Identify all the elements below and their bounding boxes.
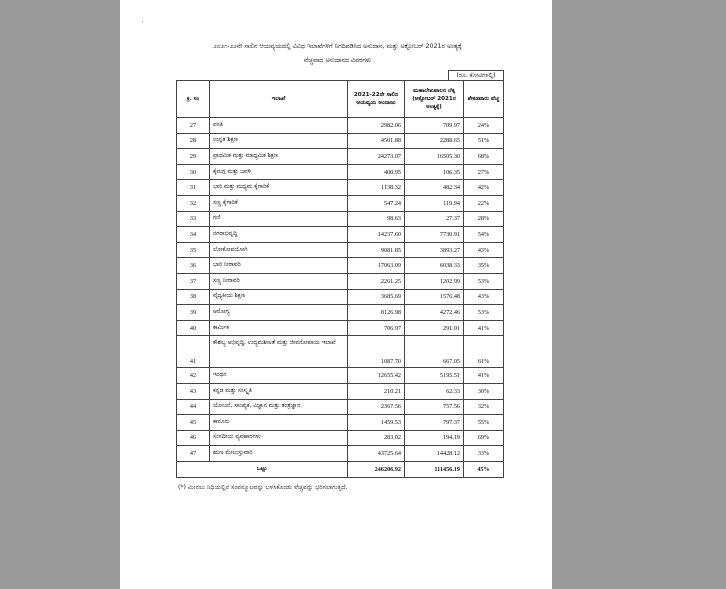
row-spent: 7730.91 bbox=[405, 227, 464, 243]
table-row bbox=[177, 383, 504, 399]
row-department: ಆರೋಗ್ಯ bbox=[210, 305, 348, 321]
row-serial-no: 44 bbox=[177, 399, 210, 415]
header-serial-no: ಕ್ರ. ಸಂ bbox=[177, 81, 210, 118]
row-department: ಭಾರಿ ಮತ್ತು ಮಧ್ಯಮ ಕೈಗಾರಿಕೆ bbox=[210, 180, 348, 196]
row-percent: 42% bbox=[464, 180, 504, 196]
row-percent: 30% bbox=[464, 383, 504, 399]
total-spent: 111456.19 bbox=[405, 461, 464, 477]
table-header-row bbox=[177, 81, 504, 118]
row-spent: 194.19 bbox=[405, 430, 464, 446]
row-department: ಸಂಸದೀಯ ವ್ಯವಹಾರಗಳು bbox=[210, 430, 348, 446]
row-serial-no: 45 bbox=[177, 415, 210, 431]
table-row bbox=[177, 258, 504, 274]
row-budget: 12655.42 bbox=[348, 368, 405, 384]
row-percent: 33% bbox=[464, 446, 504, 462]
row-spent: 797.37 bbox=[405, 415, 464, 431]
header-department: ಇಲಾಖೆ bbox=[210, 81, 348, 118]
row-percent: 43% bbox=[464, 242, 504, 258]
title-line-2: ವೆಚ್ಚವಾದ ಅನುದಾನದ ವಿವರಗಳು bbox=[303, 57, 372, 64]
table-row bbox=[177, 430, 504, 446]
row-department: ಯೋಜನೆ, ಸಾಂಖ್ಯಿಕ, ವಿಜ್ಞಾನ ಮತ್ತು ತಂತ್ರಜ್ಞಾನ bbox=[210, 399, 348, 415]
row-department: ಗಣಿ bbox=[210, 211, 348, 227]
row-spent: 709.97 bbox=[405, 118, 464, 134]
title-line-1: ೨೦೨೧-೨೨ನೇ ಸಾಲಿನ ಆಯವ್ಯಯದಲ್ಲಿ ವಿವಿಧ ಇಲಾಖೆಗಳಿಗೆ ನಿಗದಿಪಡಿಸಿದ ಅನುದಾನ, ಮತ್ತು ಅಕ್ಟೋಬರ್ 2021ರ ಅಂತ್ಯಕ್ಕೆ bbox=[213, 43, 462, 50]
table-row bbox=[177, 195, 504, 211]
row-budget: 9081.85 bbox=[348, 242, 405, 258]
row-percent: 28% bbox=[464, 211, 504, 227]
total-row bbox=[177, 461, 504, 477]
total-percent: 45% bbox=[464, 461, 504, 477]
row-budget: 17063.09 bbox=[348, 258, 405, 274]
row-percent: 51% bbox=[464, 133, 504, 149]
table-row bbox=[177, 133, 504, 149]
table-row bbox=[177, 180, 504, 196]
document-title bbox=[140, 40, 535, 68]
row-serial-no: 34 bbox=[177, 227, 210, 243]
row-percent: 55% bbox=[464, 415, 504, 431]
row-budget: 210.21 bbox=[348, 383, 405, 399]
row-department: ನಗರಾಭಿವೃದ್ಧಿ bbox=[210, 227, 348, 243]
row-spent: 106.35 bbox=[405, 164, 464, 180]
row-budget: 283.02 bbox=[348, 430, 405, 446]
row-percent: 54% bbox=[464, 227, 504, 243]
header-expenditure: ಮಹಾಲೇಖಪಾಲರ ಲೆಕ್ಕ (ಅಕ್ಟೋಬರ್ 2021ರ ಅಂತ್ಯಕ್ಕೆ) bbox=[405, 81, 464, 118]
row-serial-no: 42 bbox=[177, 368, 210, 384]
row-budget: 4501.88 bbox=[348, 133, 405, 149]
table-row bbox=[177, 305, 504, 321]
row-department: ಕೈಮಗ್ಗ ಮತ್ತು ಜವಳಿ bbox=[210, 164, 348, 180]
row-budget: 1087.70 bbox=[348, 336, 405, 368]
row-department: ಋಣ ಮೇಲುಸ್ತುವಾರಿ bbox=[210, 446, 348, 462]
row-department: ಭಾರಿ ನೀರಾವರಿ bbox=[210, 258, 348, 274]
row-serial-no: 43 bbox=[177, 383, 210, 399]
total-label: ಒಟ್ಟು bbox=[177, 461, 348, 477]
row-spent: 27.37 bbox=[405, 211, 464, 227]
row-percent: 32% bbox=[464, 399, 504, 415]
header-percent-spent: ಶೇಕಡವಾರು ವೆಚ್ಚ bbox=[464, 81, 504, 118]
row-spent: 5195.51 bbox=[405, 368, 464, 384]
row-percent: 61% bbox=[464, 336, 504, 368]
row-serial-no: 31 bbox=[177, 180, 210, 196]
row-serial-no: 35 bbox=[177, 242, 210, 258]
row-spent: 757.56 bbox=[405, 399, 464, 415]
row-spent: 482.34 bbox=[405, 180, 464, 196]
table-row bbox=[177, 118, 504, 134]
table-row bbox=[177, 399, 504, 415]
table-row bbox=[177, 336, 504, 368]
page-mark: ' bbox=[142, 20, 144, 27]
row-budget: 8126.98 bbox=[348, 305, 405, 321]
row-budget: 43725.64 bbox=[348, 446, 405, 462]
row-spent: 6038.33 bbox=[405, 258, 464, 274]
row-spent: 3893.27 bbox=[405, 242, 464, 258]
row-budget: 547.24 bbox=[348, 195, 405, 211]
row-department: ಉನ್ನತ ಶಿಕ್ಷಣ bbox=[210, 133, 348, 149]
row-budget: 3685.69 bbox=[348, 289, 405, 305]
row-budget: 24273.07 bbox=[348, 149, 405, 165]
table-row bbox=[177, 211, 504, 227]
units-label: (ರೂ. ಕೋಟಿಗಳಲ್ಲಿ) bbox=[448, 70, 504, 81]
row-percent: 68% bbox=[464, 149, 504, 165]
row-serial-no: 38 bbox=[177, 289, 210, 305]
row-serial-no: 36 bbox=[177, 258, 210, 274]
row-spent: 14428.12 bbox=[405, 446, 464, 462]
row-department: ಕನ್ನಡ ಮತ್ತು ಸಂಸ್ಕೃತಿ bbox=[210, 383, 348, 399]
row-department: ಸಣ್ಣ ಕೈಗಾರಿಕೆ bbox=[210, 195, 348, 211]
row-serial-no: 46 bbox=[177, 430, 210, 446]
table-row bbox=[177, 446, 504, 462]
row-serial-no: 41 bbox=[177, 336, 210, 368]
row-department: ಕೌಶಲ್ಯ ಅಭಿವೃದ್ಧಿ, ಉದ್ಯಮಶೀಲತೆ ಮತ್ತು ಜೀವನೋಪಾಯ ಇಲಾಖೆ bbox=[210, 336, 348, 368]
row-department: ಸಣ್ಣ ನೀರಾವರಿ bbox=[210, 273, 348, 289]
row-budget: 98.63 bbox=[348, 211, 405, 227]
row-department: ಇಂಧನ bbox=[210, 368, 348, 384]
row-budget: 1459.53 bbox=[348, 415, 405, 431]
row-serial-no: 29 bbox=[177, 149, 210, 165]
row-department: ಲೋಕೋಪಯೋಗಿ bbox=[210, 242, 348, 258]
row-serial-no: 40 bbox=[177, 320, 210, 336]
row-serial-no: 37 bbox=[177, 273, 210, 289]
row-spent: 4272.46 bbox=[405, 305, 464, 321]
table-row bbox=[177, 320, 504, 336]
row-department: ಕಾನೂನು bbox=[210, 415, 348, 431]
row-budget: 400.95 bbox=[348, 164, 405, 180]
row-percent: 22% bbox=[464, 195, 504, 211]
row-percent: 69% bbox=[464, 430, 504, 446]
row-percent: 53% bbox=[464, 305, 504, 321]
table-row bbox=[177, 242, 504, 258]
row-budget: 14237.60 bbox=[348, 227, 405, 243]
row-serial-no: 28 bbox=[177, 133, 210, 149]
table-row bbox=[177, 164, 504, 180]
row-department: ವೈದ್ಯಕೀಯ ಶಿಕ್ಷಣ bbox=[210, 289, 348, 305]
row-serial-no: 30 bbox=[177, 164, 210, 180]
row-serial-no: 27 bbox=[177, 118, 210, 134]
row-spent: 667.05 bbox=[405, 336, 464, 368]
header-budget-estimate: 2021-22ನೇ ಸಾಲಿನ ಆಯವ್ಯಯ ಅಂದಾಜು bbox=[348, 81, 405, 118]
row-department: ವಸತಿ bbox=[210, 118, 348, 134]
row-spent: 2288.65 bbox=[405, 133, 464, 149]
row-spent: 62.33 bbox=[405, 383, 464, 399]
row-serial-no: 33 bbox=[177, 211, 210, 227]
row-department: ಕಾರ್ಮಿಕ bbox=[210, 320, 348, 336]
table-row bbox=[177, 149, 504, 165]
row-percent: 41% bbox=[464, 320, 504, 336]
row-percent: 43% bbox=[464, 289, 504, 305]
row-spent: 291.01 bbox=[405, 320, 464, 336]
table-row bbox=[177, 289, 504, 305]
row-spent: 119.94 bbox=[405, 195, 464, 211]
row-percent: 41% bbox=[464, 368, 504, 384]
row-budget: 2261.25 bbox=[348, 273, 405, 289]
row-budget: 706.97 bbox=[348, 320, 405, 336]
table-row bbox=[177, 227, 504, 243]
row-spent: 1576.48 bbox=[405, 289, 464, 305]
row-budget: 2367.56 bbox=[348, 399, 405, 415]
budget-table bbox=[176, 80, 504, 478]
row-percent: 53% bbox=[464, 273, 504, 289]
row-serial-no: 32 bbox=[177, 195, 210, 211]
row-department: ಪ್ರಾಥಮಿಕ ಮತ್ತು ಮಾಧ್ಯಮಿಕ ಶಿಕ್ಷಣ bbox=[210, 149, 348, 165]
row-budget: 2982.06 bbox=[348, 118, 405, 134]
row-spent: 1202.99 bbox=[405, 273, 464, 289]
row-percent: 24% bbox=[464, 118, 504, 134]
row-percent: 35% bbox=[464, 258, 504, 274]
total-budget: 246206.92 bbox=[348, 461, 405, 477]
row-serial-no: 47 bbox=[177, 446, 210, 462]
row-percent: 27% bbox=[464, 164, 504, 180]
row-serial-no: 39 bbox=[177, 305, 210, 321]
document-page bbox=[120, 0, 552, 589]
row-budget: 1138.32 bbox=[348, 180, 405, 196]
table-row bbox=[177, 368, 504, 384]
row-spent: 16505.30 bbox=[405, 149, 464, 165]
footnote: (*) ಮೀನಲು ನಿಧಿಯಲ್ಲಿನ ಸಂಪನ್ಮೂಲವನ್ನು ಬಳಸಿಕೊಂಡು ವೆಚ್ಚವನ್ನು ಭರಿಸಲಾಗುತ್ತಿದೆ. bbox=[178, 484, 348, 491]
table-row bbox=[177, 273, 504, 289]
table-row bbox=[177, 415, 504, 431]
